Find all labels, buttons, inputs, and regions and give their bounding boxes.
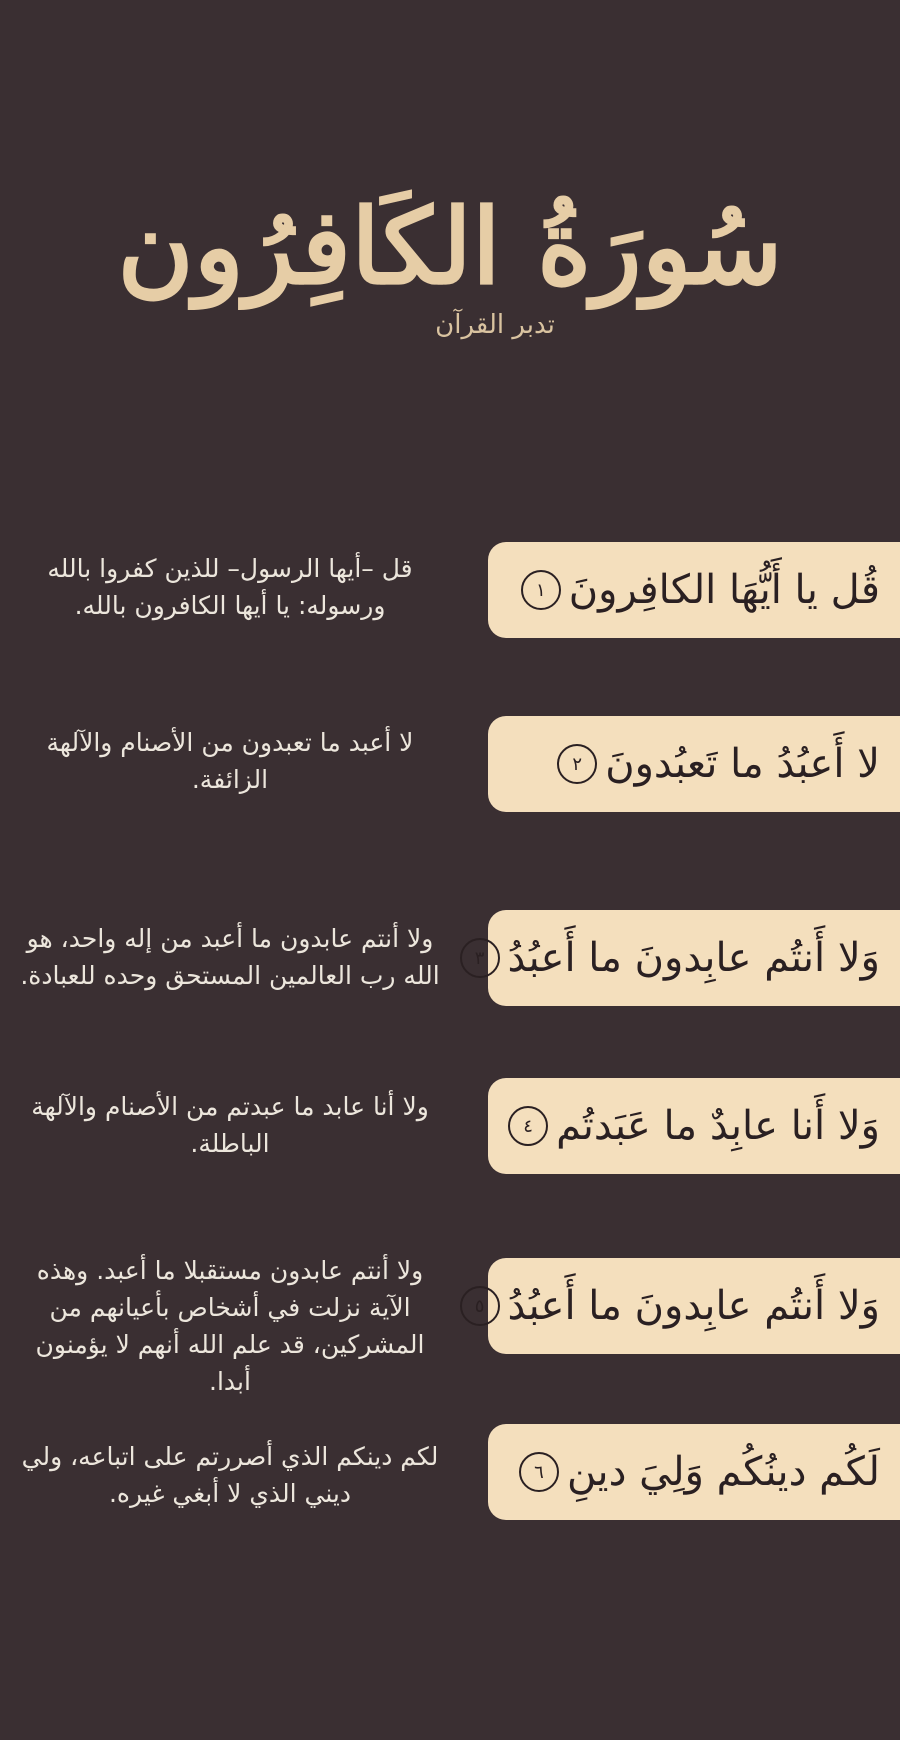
verse-card [474, 910, 900, 1006]
subtitle: تدبر القرآن [435, 310, 555, 341]
verse-number-icon: ١ [521, 570, 561, 610]
verse-card [488, 1424, 900, 1520]
verse-number-icon: ٦ [519, 1452, 559, 1492]
verse-card [474, 1258, 900, 1354]
tafsir-text: لكم دينكم الذي أصررتم على اتباعه، ولي ديني الذي لا أبغي غيره. [21, 1442, 439, 1508]
verse-row-2 [0, 714, 900, 814]
header [0, 185, 900, 341]
verse-number-icon: ٢ [557, 744, 597, 784]
verse-row-6 [0, 1422, 900, 1522]
verse-row-5 [0, 1256, 900, 1396]
surah-title: سُورَةُ الكَافِرُون [117, 185, 783, 308]
verse-number-icon: ٣ [460, 938, 500, 978]
tafsir-text: لا أعبد ما تعبدون من الأصنام والآلهة الزائفة. [46, 728, 414, 794]
verse-card [488, 1078, 900, 1174]
verse-text: وَلا أَنتُم عابِدونَ ما أَعبُدُ [507, 1283, 880, 1329]
verse-row-1 [0, 540, 900, 640]
verse-number-icon: ٤ [508, 1106, 548, 1146]
verse-text: قُل يا أَيُّهَا الكافِرونَ [568, 567, 880, 613]
verse-row-4 [0, 1076, 900, 1176]
tafsir-text: ولا أنتم عابدون ما أعبد من إله واحد، هو الله رب العالمين المستحق وحده للعبادة. [20, 924, 440, 990]
tafsir-text: ولا أنا عابد ما عبدتم من الأصنام والآلهة الباطلة. [31, 1092, 429, 1158]
tafsir-text: ولا أنتم عابدون مستقبلا ما أعبد. وهذه الآية نزلت في أشخاص بأعيانهم من المشركين، قد علم الله أنهم لا يؤمنون أبدا. [35, 1256, 425, 1396]
tafsir-text: قل –أيها الرسول– للذين كفروا بالله ورسوله: يا أيها الكافرون بالله. [47, 554, 413, 620]
verse-card [488, 716, 900, 812]
verse-number-icon: ٥ [460, 1286, 500, 1326]
verse-row-3 [0, 908, 900, 1008]
verse-text: لا أَعبُدُ ما تَعبُدونَ [605, 741, 880, 787]
verse-card [488, 542, 900, 638]
verse-text: لَكُم دينُكُم وَلِيَ دينِ [566, 1449, 880, 1495]
verse-text: وَلا أَنتُم عابِدونَ ما أَعبُدُ [507, 935, 880, 981]
verse-text: وَلا أَنا عابِدٌ ما عَبَدتُم [556, 1103, 880, 1149]
